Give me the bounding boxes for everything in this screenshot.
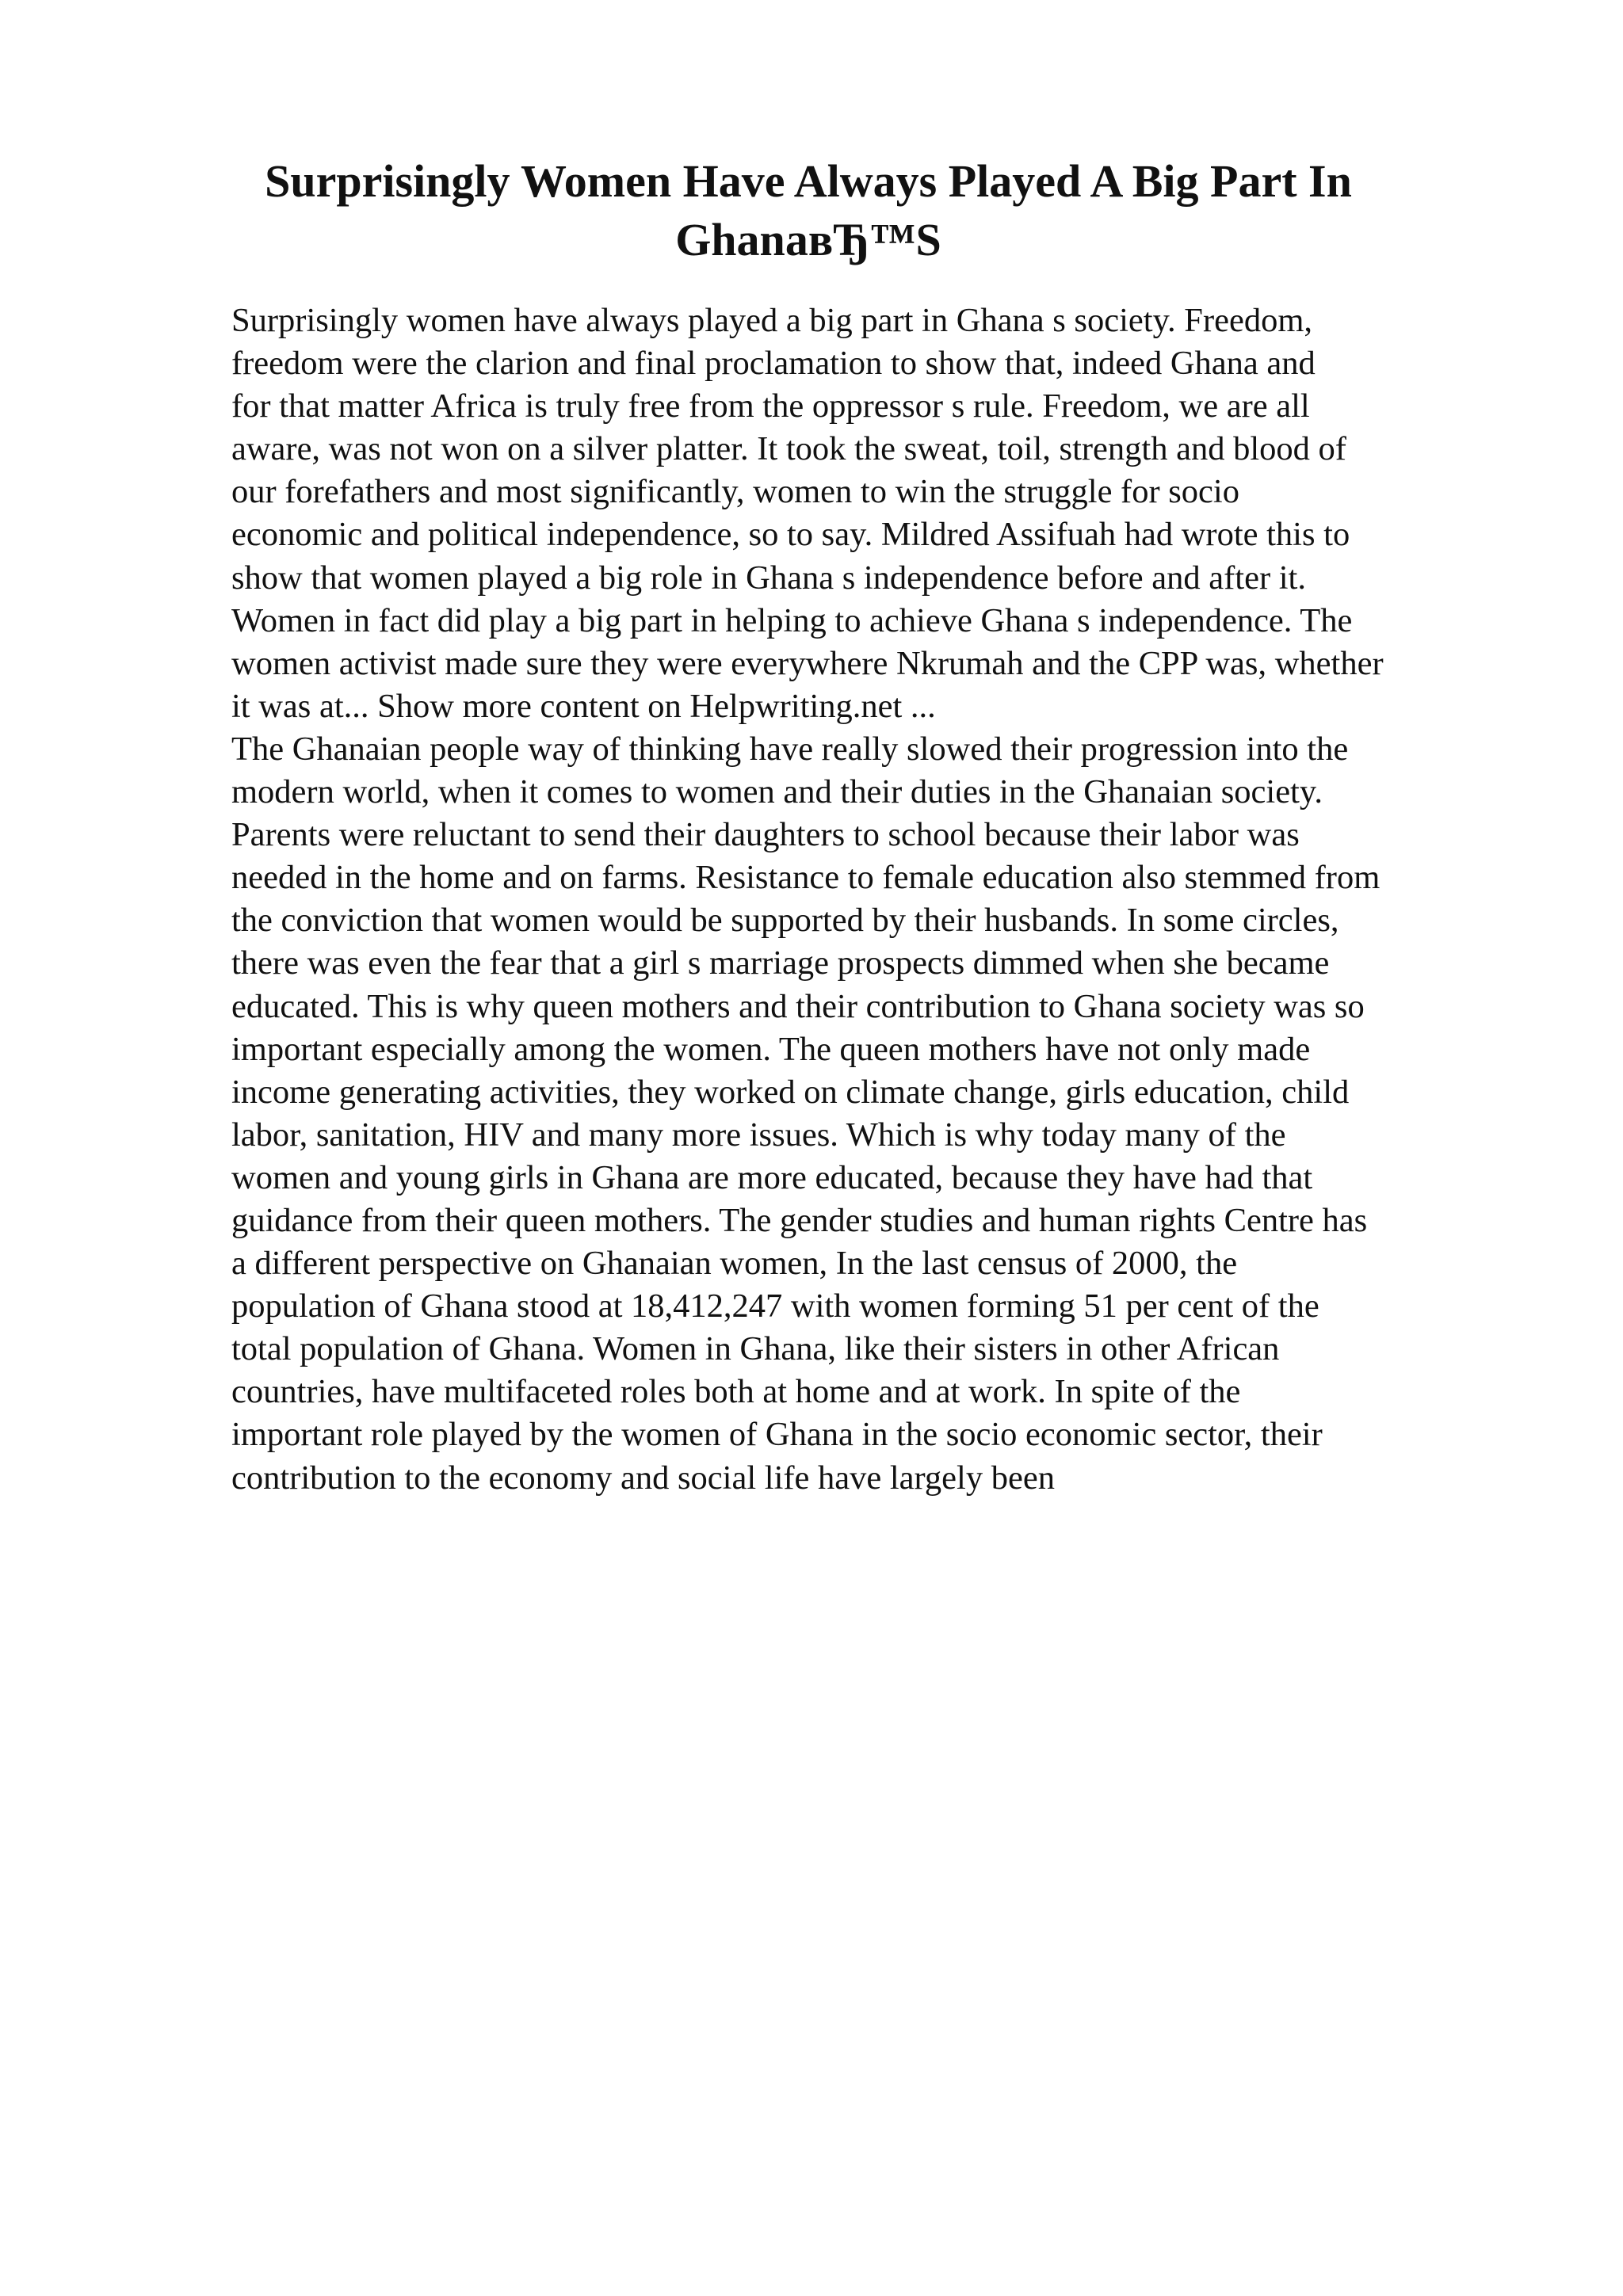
paragraph-2: The Ghanaian people way of thinking have really slowed their progression into the modern world, when it comes to women and their duties in the Ghanaian society. Parents were reluctant to send their daughters to school because their labor was needed in the home and on farms. Resistance to female education also stemmed from the conviction that women would be supported by their husbands. In some circles, there was even the fear that a girl s marriage prospects dimmed when she became educated. This is why queen mothers and their contribution to Ghana society was so important especially among the women. The queen mothers have not only made income generating activities, they worked on climate change, girls education, child labor, sanitation, HIV and many more issues. Which is why today many of the women and young girls in Ghana are more educated, because they have had that guidance from their queen mothers. The gender studies and human rights Centre has a different perspective on Ghanaian women, In the last census of 2000, the population of Ghana stood at 18,412,247 with women forming 51 per cent of the total population of Ghana. Women in Ghana, like their sisters in other African countries, have multifaceted roles both at home and at work. In spite of the important role played by the women of Ghana in the socio economic sector, their contribution to the economy and social life have largely been	[231, 730, 1381, 1497]
paragraph-1: Surprisingly women have always played a big part in Ghana s society. Freedom, freedom were the clarion and final proclamation to show that, indeed Ghana and for that matter Africa is truly free from the oppressor s rule. Freedom, we are all aware, was not won on a silver platter. It took the sweat, toil, strength and blood of our forefathers and most significantly, women to win the struggle for socio economic and political independence, so to say. Mildred Assifuah had wrote this to show that women played a big role in Ghana s independence before and after it. Women in fact did play a big part in helping to achieve Ghana s independence. The women activist made sure they were everywhere Nkrumah and the CPP was, whether it was at... Show more content on Helpwriting.net ...	[231, 302, 1384, 725]
document-body	[231, 299, 1515, 1500]
document-title: Surprisingly Women Have Always Played A Big Part In GhanaвЂ™S	[265, 155, 1352, 265]
